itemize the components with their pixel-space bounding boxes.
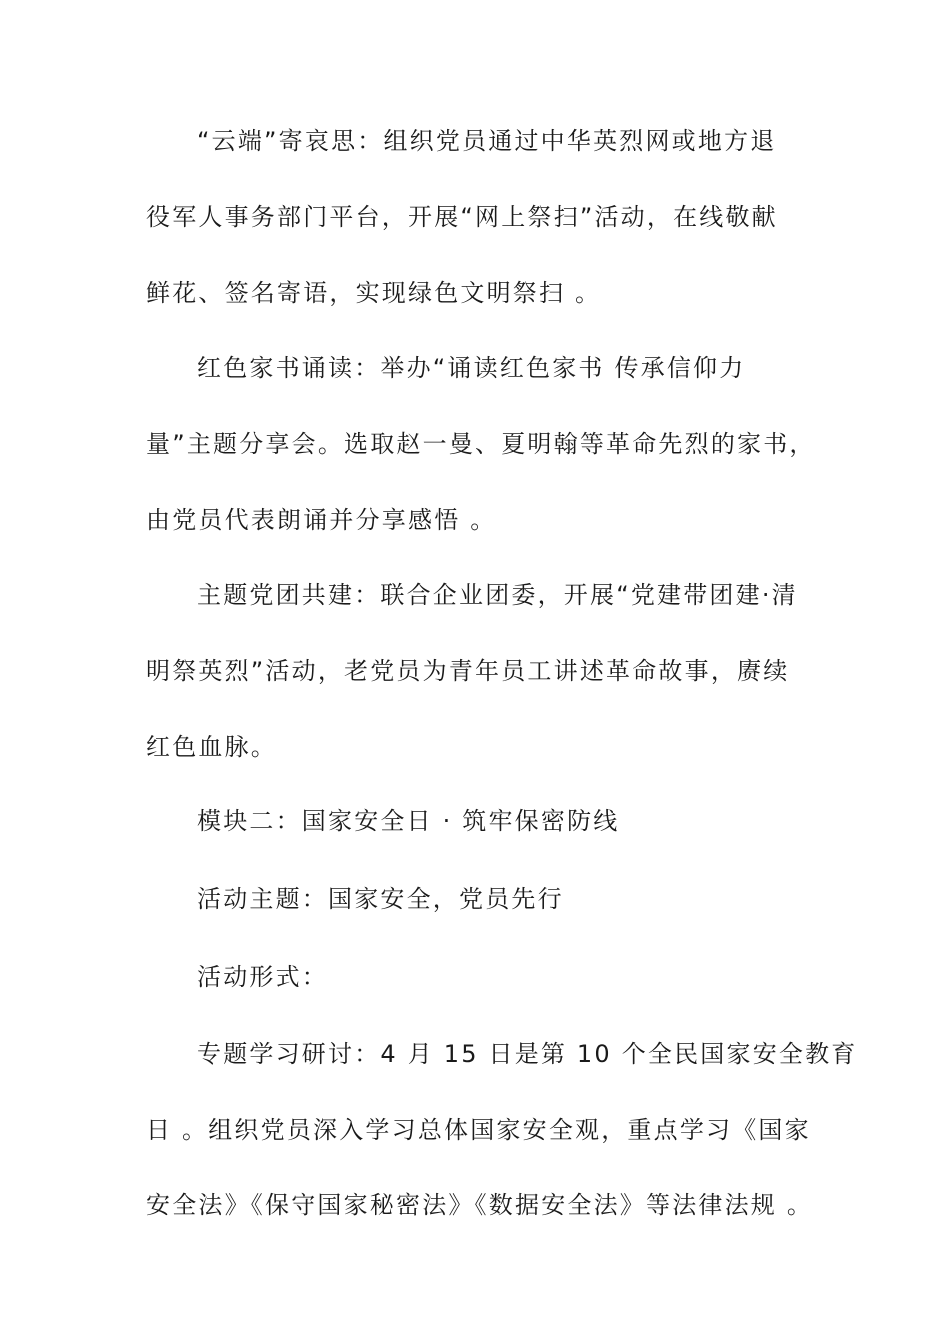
paragraph-line: 明祭英烈”活动，老党员为青年员工讲述革命故事，赓续 — [146, 657, 790, 685]
paragraph-line: 役军人事务部门平台，开展“网上祭扫”活动，在线敬献 — [146, 203, 778, 231]
paragraph-line: 日 。组织党员深入学习总体国家安全观，重点学习《国家 — [146, 1116, 811, 1144]
paragraph-line: 红色家书诵读：举办“诵读红色家书 传承信仰力 — [197, 354, 746, 382]
activity-form-label: 活动形式： — [197, 963, 328, 991]
paragraph-line: 专题学习研讨：4 月 15 日是第 10 个全民国家安全教育 — [197, 1040, 858, 1068]
paragraph-line: 主题党团共建：联合企业团委，开展“党建带团建·清 — [197, 581, 798, 609]
paragraph-line: 红色血脉。 — [146, 733, 277, 761]
paragraph-line: 量”主题分享会。选取赵一曼、夏明翰等革命先烈的家书， — [146, 430, 816, 458]
paragraph-line: “云端”寄哀思：组织党员通过中华英烈网或地方退 — [197, 127, 777, 155]
paragraph-line: 由党员代表朗诵并分享感悟 。 — [146, 506, 497, 534]
paragraph-line: 鲜花、签名寄语，实现绿色文明祭扫 。 — [146, 279, 602, 307]
paragraph-line: 安全法》《保守国家秘密法》《数据安全法》等法律法规 。 — [146, 1191, 814, 1219]
activity-theme: 活动主题：国家安全，党员先行 — [197, 885, 564, 913]
section-heading: 模块二：国家安全日 · 筑牢保密防线 — [197, 807, 620, 835]
